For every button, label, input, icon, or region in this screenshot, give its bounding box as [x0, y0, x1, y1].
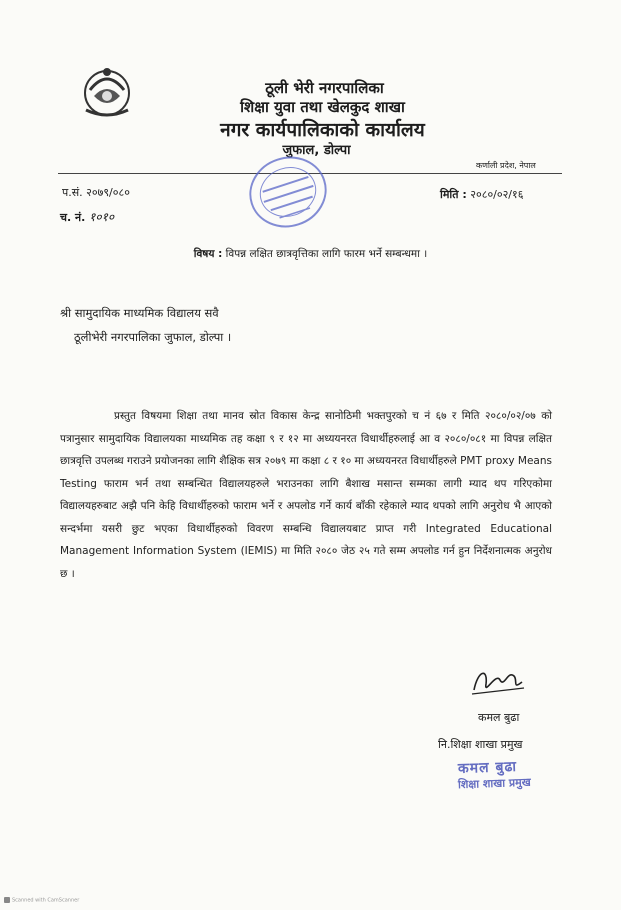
subject-text: विपन्न लक्षित छात्रवृत्तिका लागि फारम भर्ने सम्बन्धमा ।: [225, 248, 428, 260]
dispatch-label: च. नं.: [60, 211, 86, 224]
letter-body: प्रस्तुत विषयमा शिक्षा तथा मानव स्रोत विकास केन्द्र सानोठिमी भक्तपुरको च नं ६७ र मिति २०८०/०२/०७ को पत्रानुसार सामुदायिक विद्यालयका माध्यमिक तह कक्षा ९ र १२ मा अध्ययनरत विधार्थीहरुलाई आ व २०८०/०८१ मा विपन्न लक्षित छात्रवृत्ति उपलब्ध गराउने प्रयोजनका लागि शैक्षिक सत्र २०७९ मा कक्षा ८ र १० मा अध्ययनरत विधार्थीहरुले PMT proxy Means Testing फाराम भर्न तथा सम्बन्धित विद्यालयहरुले भराउनका लागि बैशाख मसान्त सम्मका लागी म्याद थप गरिएकोमा विद्यालयहरुबाट अझै पनि केहि विधार्थीहरुको फाराम भर्ने र अपलोड गर्ने कार्य बाँकी रहेकाले म्याद थपको लागि अनुरोध भै आएको सन्दर्भमा यसरी छुट भएका विधार्थीहरुको विवरण सम्बन्धि विद्यालयबाट प्राप्त गरी Integrated Educational Management Information System (IEMIS) मा मिति २०८० जेठ २५ गते सम्म अपलोड गर्न हुन निर्देशनात्मक अनुरोध छ ।: [60, 410, 552, 580]
recipient-line-1: श्री सामुदायिक माध्यमिक विद्यालय सवै: [60, 306, 219, 320]
dispatch-number: [60, 208, 114, 225]
camscanner-logo-icon: [4, 897, 10, 903]
dispatch-value: १०१०: [89, 210, 115, 224]
name-stamp: कमल बुढा: [457, 758, 518, 778]
post-stamp: शिक्षा शाखा प्रमुख: [457, 775, 531, 792]
municipality-name: ठूली भेरी नगरपालिका: [265, 79, 384, 97]
office-address: जुफाल, डोल्पा: [282, 143, 351, 158]
section-name: शिक्षा युवा तथा खेलकुद शाखा: [240, 98, 405, 116]
office-stamp-icon: [242, 146, 334, 238]
reference-number: प.सं. २०७९/०८०: [62, 186, 130, 199]
recipient-line-2: ठूलीभेरी नगरपालिका जुफाल, डोल्पा ।: [74, 330, 232, 344]
scanner-text: Scanned with CamScanner: [12, 897, 80, 904]
date-label: मिति :: [440, 188, 467, 201]
signatory-post: नि.शिक्षा शाखा प्रमुख: [438, 738, 523, 751]
signatory-name: कमल बुढा: [478, 711, 520, 724]
province-label: कर्णाली प्रदेश, नेपाल: [476, 161, 536, 170]
date-value: २०८०/०२/१६: [470, 188, 524, 201]
letter-date: [440, 187, 523, 202]
subject-line: [0, 247, 621, 261]
signature-icon: [468, 662, 528, 702]
subject-label: विषय :: [193, 248, 223, 260]
scanner-watermark: [4, 897, 79, 904]
office-name: नगर कार्यपालिकाको कार्यालय: [220, 119, 425, 141]
